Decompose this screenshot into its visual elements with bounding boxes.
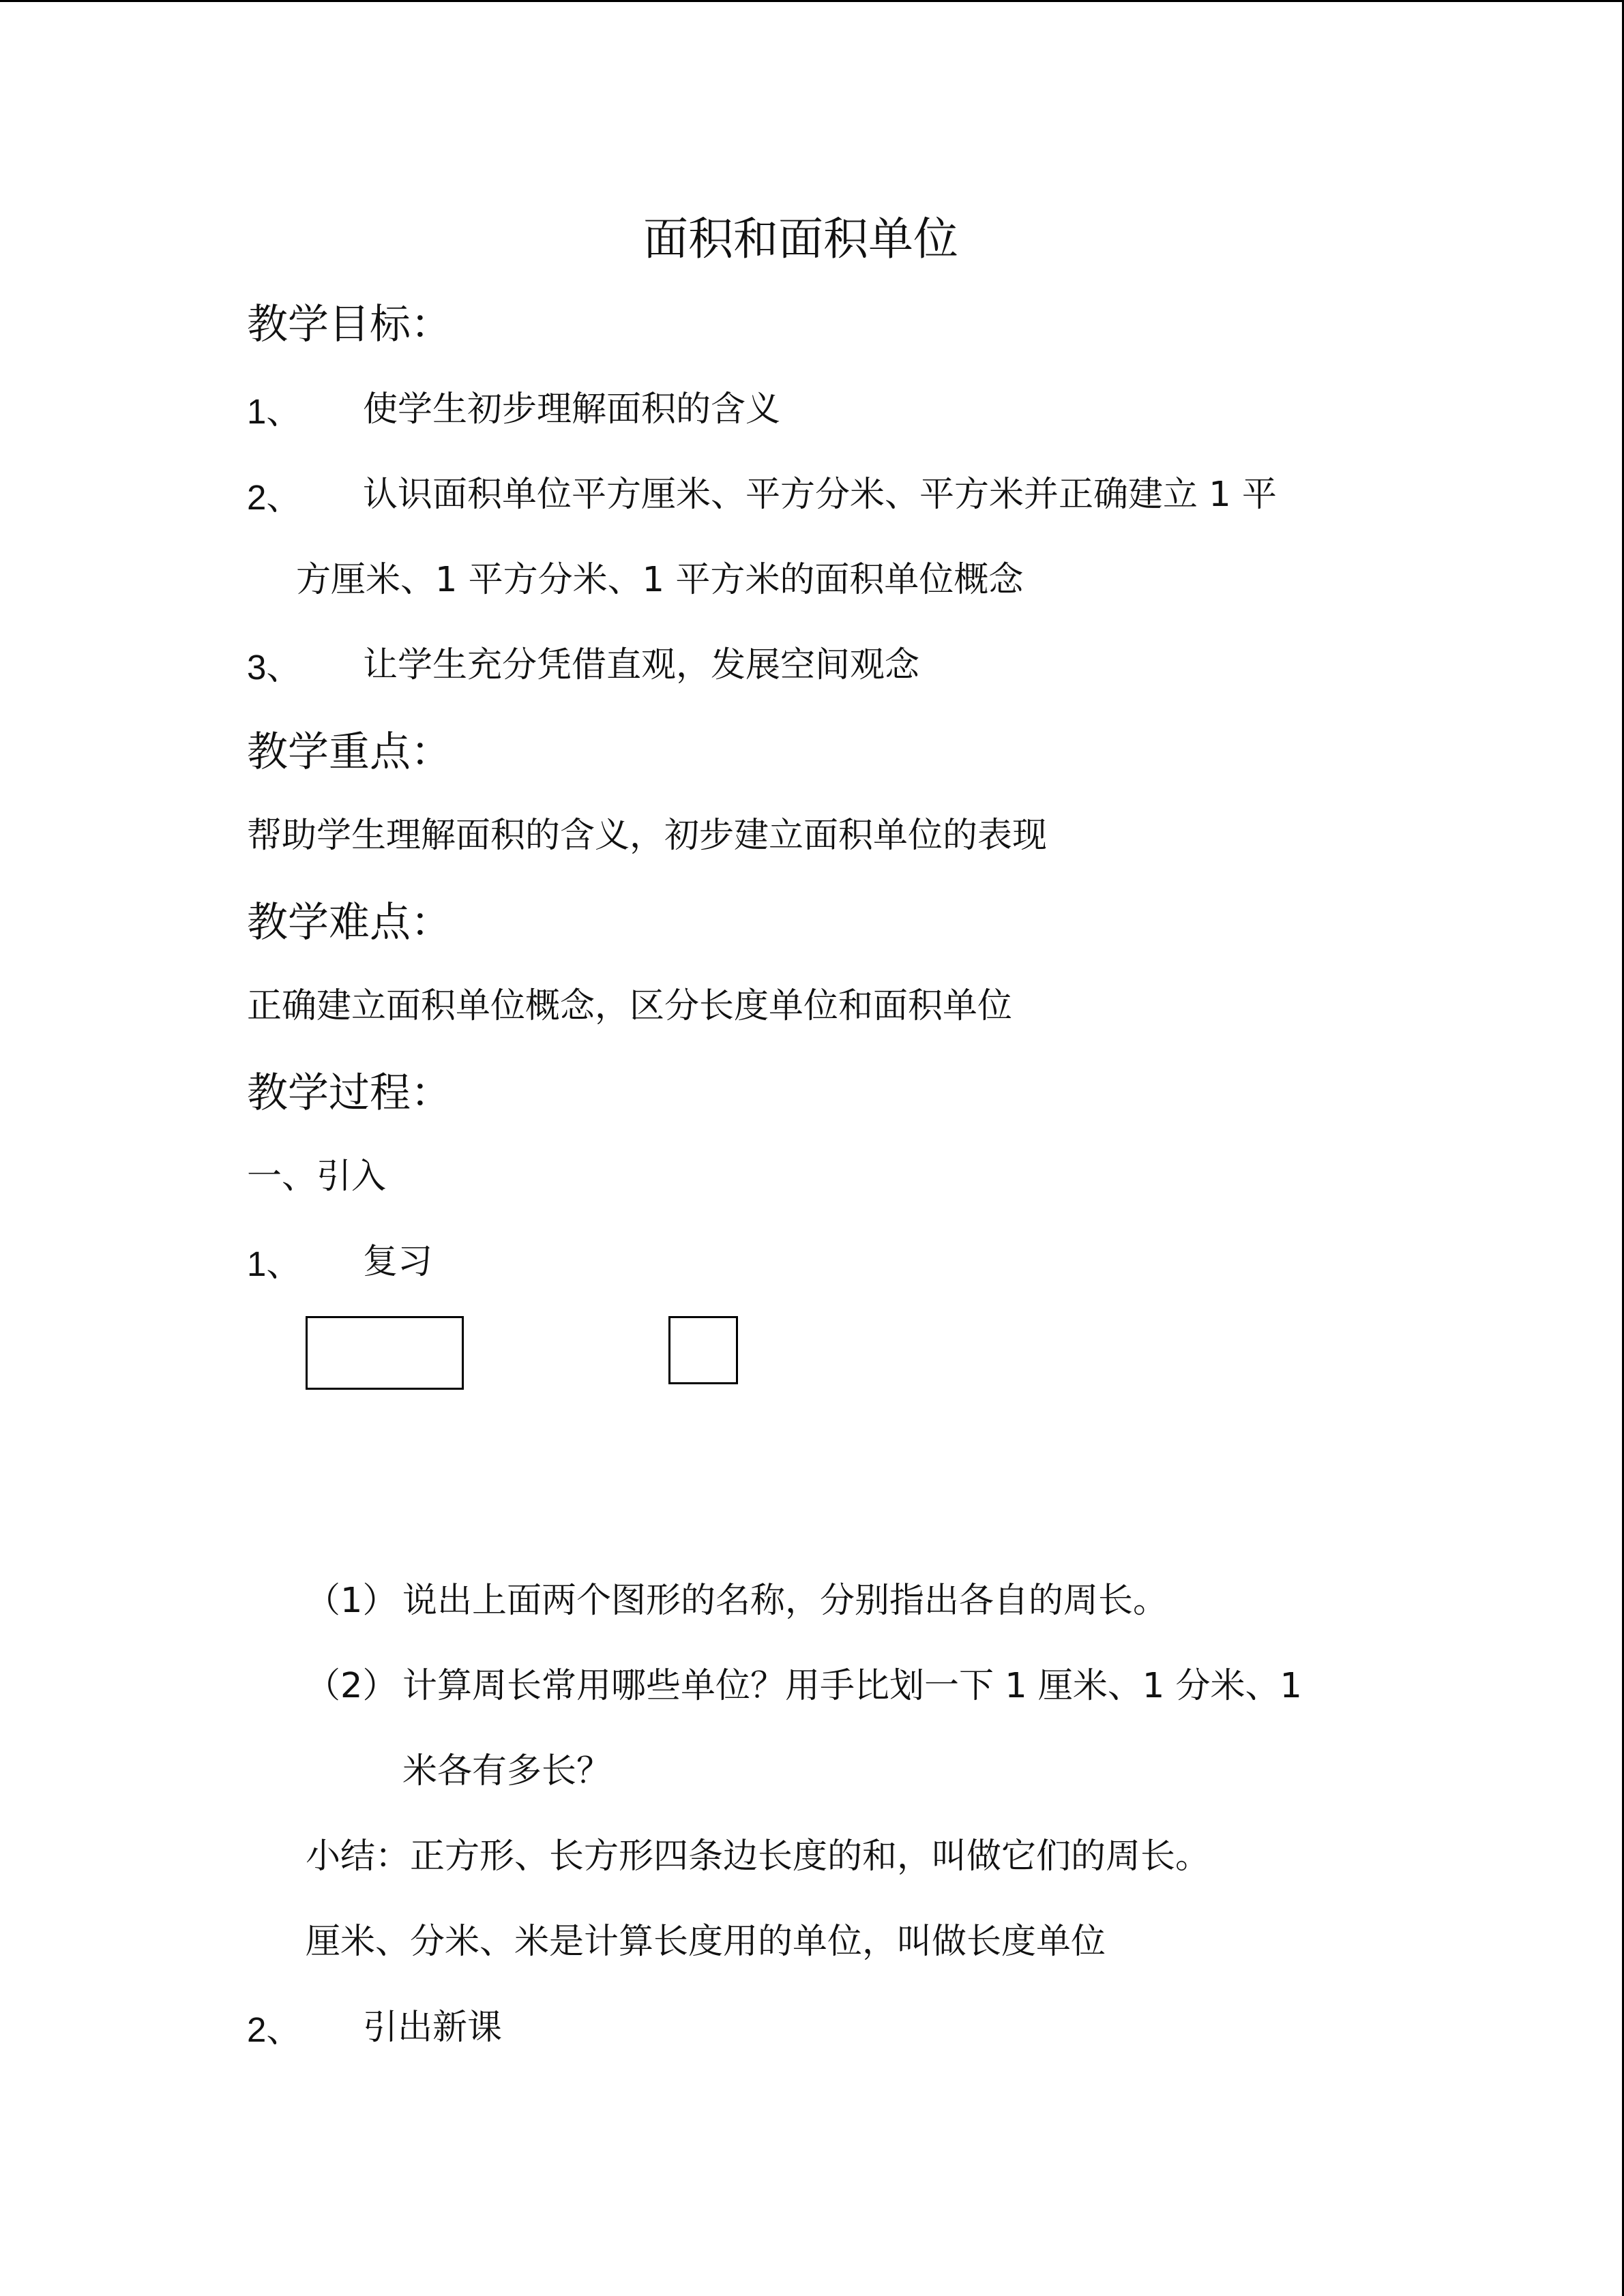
difficulty-heading: 教学难点： <box>247 899 452 946</box>
goal-2-text: 认识面积单位平方厘米、平方分米、平方米并正确建立 1 平 <box>363 475 1277 515</box>
goal-3-number: 3、 <box>247 648 301 687</box>
rectangle-figure <box>306 1316 464 1390</box>
step-2-text: 引出新课 <box>363 2008 503 2048</box>
summary-line-2: 厘米、分米、米是计算长度用的单位，叫做长度单位 <box>306 1922 1106 1962</box>
goals-heading: 教学目标： <box>247 301 452 348</box>
question-2-text-continued: 米各有多长？ <box>402 1751 612 1791</box>
page-border-top <box>0 0 1624 2</box>
focus-heading: 教学重点： <box>247 728 452 776</box>
focus-text: 帮助学生理解面积的含义，初步建立面积单位的表现 <box>247 816 1048 856</box>
step-1-text: 复习 <box>363 1242 433 1282</box>
difficulty-text: 正确建立面积单位概念，区分长度单位和面积单位 <box>247 986 1013 1026</box>
square-figure <box>668 1316 738 1384</box>
summary-line-1: 小结：正方形、长方形四条边长度的和，叫做它们的周长。 <box>306 1836 1211 1877</box>
page-title: 面积和面积单位 <box>643 213 958 265</box>
question-2-number: （2） <box>306 1666 398 1706</box>
question-1-number: （1） <box>306 1581 398 1621</box>
step-1-number: 1、 <box>247 1244 301 1283</box>
section-intro: 一、引入 <box>247 1157 387 1197</box>
goal-3-text: 让学生充分凭借直观，发展空间观念 <box>363 645 920 685</box>
goal-1-text: 使学生初步理解面积的含义 <box>363 389 781 430</box>
goal-2-number: 2、 <box>247 478 301 517</box>
question-2-text: 计算周长常用哪些单位？用手比划一下 1 厘米、1 分米、1 <box>402 1666 1302 1706</box>
question-1-text: 说出上面两个图形的名称，分别指出各自的周长。 <box>402 1581 1168 1621</box>
process-heading: 教学过程： <box>247 1069 452 1117</box>
goal-1-number: 1、 <box>247 392 301 431</box>
goal-2-text-continued: 方厘米、1 平方分米、1 平方米的面积单位概念 <box>296 560 1024 600</box>
step-2-number: 2、 <box>247 2010 301 2049</box>
